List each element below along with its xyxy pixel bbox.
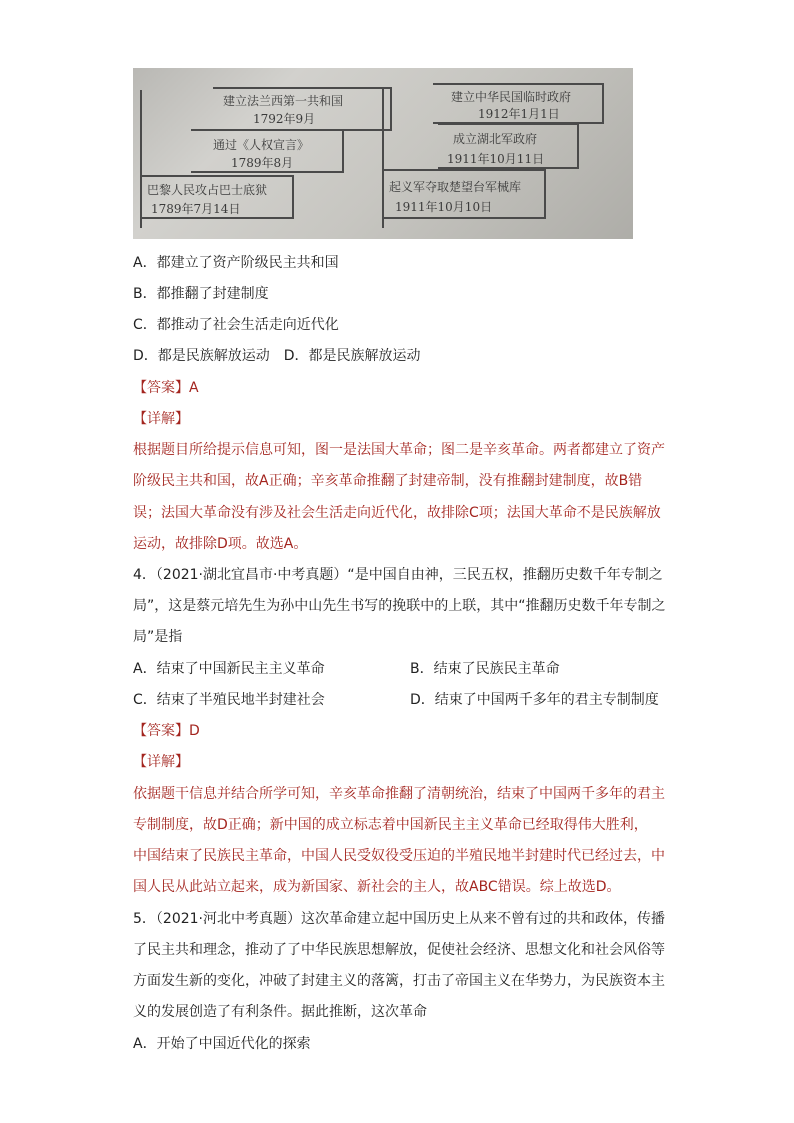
q3-option-b: B．都推翻了封建制度 bbox=[133, 286, 269, 302]
q3-option-c: C．都推动了社会生活走向近代化 bbox=[133, 317, 339, 333]
q3-detail-label: 【详解】 bbox=[133, 411, 189, 427]
q5-stem-line-2: 了民主共和理念，推动了了中华民族思想解放，促使社会经济、思想文化和社会风俗等 bbox=[133, 942, 665, 958]
left-event-2: 通过《人权宣言》 bbox=[213, 138, 310, 152]
q3-detail-line-2: 阶级民主共和国，故A正确；辛亥革命推翻了封建帝制，没有推翻封建制度，故B错 bbox=[133, 473, 643, 489]
right-date-1: 1912年1月1日 bbox=[478, 107, 560, 121]
q3-option-a: A．都建立了资产阶级民主共和国 bbox=[133, 255, 339, 271]
left-date-1: 1792年9月 bbox=[253, 112, 316, 126]
q3-detail-line-3: 误；法国大革命没有涉及社会生活走向近代化，故排除C项；法国大革命不是民族解放 bbox=[133, 505, 661, 521]
q4-option-a: A．结束了中国新民主主义革命 bbox=[133, 661, 325, 677]
q4-option-c: C．结束了半殖民地半封建社会 bbox=[133, 692, 325, 708]
q4-stem-line-2: 局”，这是蔡元培先生为孙中山先生书写的挽联中的上联，其中“推翻历史数千年专制之 bbox=[133, 598, 666, 614]
right-event-2: 成立湖北军政府 bbox=[453, 132, 538, 146]
q5-stem-line-1: 5．（2021·河北中考真题）这次革命建立起中国历史上从来不曾有过的共和政体，传播 bbox=[133, 911, 665, 927]
q5-option-a: A．开始了中国近代化的探索 bbox=[133, 1036, 311, 1052]
right-date-2: 1911年10月11日 bbox=[447, 152, 545, 166]
left-event-1: 建立法兰西第一共和国 bbox=[223, 94, 344, 108]
q4-detail-line-3: 中国结束了民族民主革命，中国人民受奴役受压迫的半殖民地半封建时代已经过去，中 bbox=[133, 848, 665, 864]
q4-detail-line-4: 国人民从此站立起来，成为新国家、新社会的主人，故ABC错误。综上故选D。 bbox=[133, 879, 621, 895]
right-date-3: 1911年10月10日 bbox=[395, 200, 493, 214]
left-date-3: 1789年7月14日 bbox=[151, 202, 241, 216]
q4-answer: 【答案】D bbox=[133, 723, 200, 739]
right-event-3: 起义军夺取楚望台军械库 bbox=[389, 180, 522, 194]
q4-stem-line-1: 4．（2021·湖北宜昌市·中考真题）“是中国自由神，三民五权，推翻历史数千年专制之 bbox=[133, 567, 663, 583]
q3-detail-line-4: 运动，故排除D项。故选A。 bbox=[133, 536, 308, 552]
timeline-photo bbox=[133, 68, 633, 239]
q3-detail-line-1: 根据题目所给提示信息可知，图一是法国大革命；图二是辛亥革命。两者都建立了资产 bbox=[133, 442, 665, 458]
q4-option-d: D．结束了中国两千多年的君主专制制度 bbox=[410, 692, 659, 708]
left-event-3: 巴黎人民攻占巴士底狱 bbox=[147, 183, 268, 197]
q4-stem-line-3: 局”是指 bbox=[133, 629, 183, 645]
right-event-1: 建立中华民国临时政府 bbox=[451, 90, 572, 104]
left-date-2: 1789年8月 bbox=[231, 156, 294, 170]
q4-detail-label: 【详解】 bbox=[133, 754, 189, 770]
q5-stem-line-4: 义的发展创造了有利条件。据此推断，这次革命 bbox=[133, 1004, 427, 1020]
q3-option-d: D．都是民族解放运动 D．都是民族解放运动 bbox=[133, 348, 421, 364]
q4-detail-line-2: 专制制度，故D正确；新中国的成立标志着中国新民主主义革命已经取得伟大胜利， bbox=[133, 817, 648, 833]
q3-answer: 【答案】A bbox=[133, 380, 199, 396]
q4-detail-line-1: 依据题干信息并结合所学可知，辛亥革命推翻了清朝统治，结束了中国两千多年的君主 bbox=[133, 786, 665, 802]
q5-stem-line-3: 方面发生新的变化，冲破了封建主义的落篱，打击了帝国主义在华势力，为民族资本主 bbox=[133, 973, 665, 989]
q4-option-b: B．结束了民族民主革命 bbox=[410, 661, 560, 677]
